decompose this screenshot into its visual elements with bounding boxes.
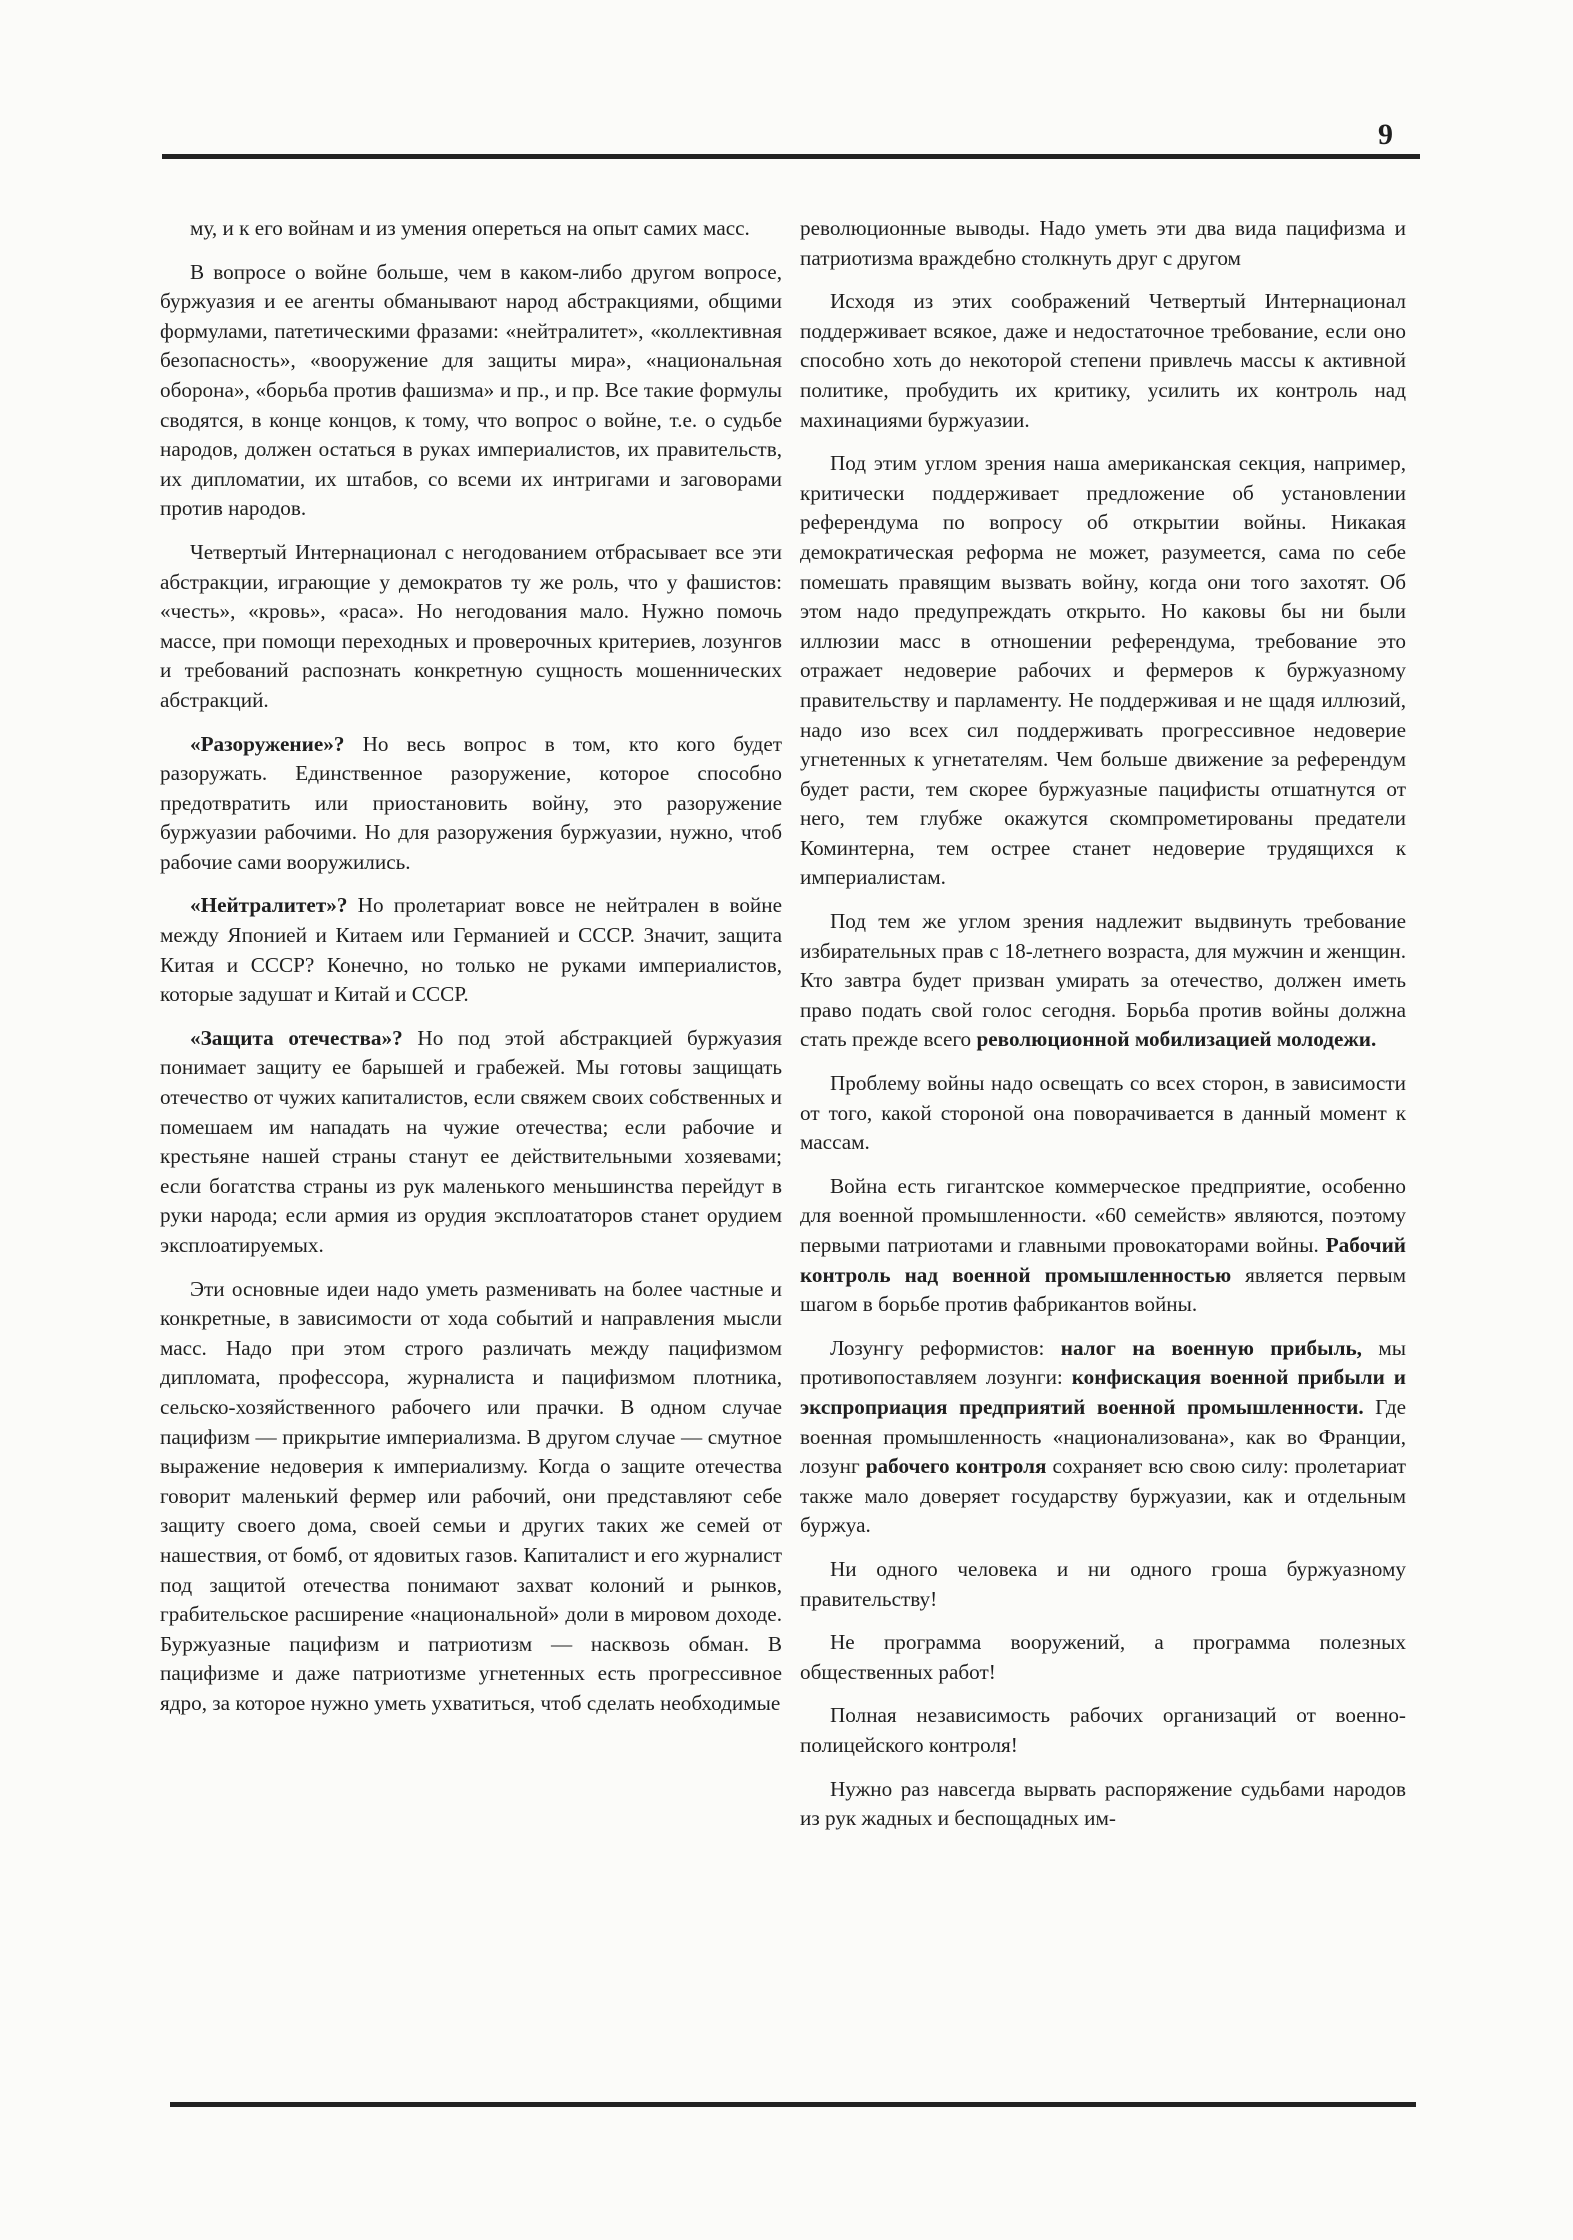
text-run: В вопросе о войне больше, чем в каком-либо другом вопросе, буржуазия и ее агенты обманывают народ абстракциями, общими формулами, патетическими фразами: «нейтралитет», «коллективная безопасность», «вооружение для защиты мира», «национальная оборона», «борьба против фашизма» и пр., и пр. Все такие формулы сводятся, в конце концов, к тому, что вопрос о войне, т.е. о судьбе народов, должен остаться в руках империалистов, их правительств, их дипломатии, их штабов, со всеми их интригами и заговорами против народов. <box>160 259 782 521</box>
bold-run: «Разоружение»? <box>190 731 345 756</box>
text-run: Полная независимость рабочих организаций от военно-полицейского контроля! <box>800 1703 1406 1757</box>
text-run: Лозунгу реформистов: <box>830 1335 1061 1360</box>
top-rule <box>162 154 1420 159</box>
text-run: Нужно раз навсегда вырвать распоряжение судьбами народов из рук жадных и беспощадных им- <box>800 1776 1406 1831</box>
paragraph <box>160 214 782 244</box>
bold-run: конфискация военной прибыли и экспроприация предприятий военной промышленности. <box>800 1365 1406 1419</box>
bold-run: «Нейтралитет»? <box>190 893 348 918</box>
paragraph <box>160 891 782 1009</box>
page-number: 9 <box>1378 118 1393 151</box>
paragraph <box>160 1275 782 1719</box>
text-run: Четвертый Интернационал с негодованием отбрасывает все эти абстракции, играющие у демократов ту же роль, что у фашистов: «честь», «кровь», «раса». Но негодования мало. Нужно помочь массе, при помощи переходных и проверочных критериев, лозунгов и требований распознать конкретную сущность мошеннических абстракций. <box>160 539 782 712</box>
paragraph <box>800 907 1406 1055</box>
left-column <box>160 214 782 1733</box>
text-run: Но весь вопрос в том, кто кого будет разоружать. Единственное разоружение, которое способно предотвратить или приостановить войну, это разоружение буржуазии рабочими. Но для разоружения буржуазии, нужно, чтоб рабочие сами вооружились. <box>160 731 782 874</box>
text-run: революционные выводы. Надо уметь эти два вида пацифизма и патриотизма враждебно столкнуть друг с другом <box>800 216 1406 270</box>
text-run: Под этим углом зрения наша американская секция, например, критически поддерживает предложение об установлении референдума по вопросу об открытии войны. Никакая демократическая реформа не может, разумеется, сама по себе помешать правящим вызвать войну, когда они того захотят. Об этом надо предупреждать открыто. Но каковы бы ни были иллюзии масс в отношении референдума, требование это отражает недоверие рабочих и фермеров к буржуазному правительству и парламенту. Не поддерживая и не щадя иллюзий, надо изо всех сил поддерживать прогрессивное недоверие угнетенных к угнетателям. Чем больше движение за референдум будет расти, тем скорее буржуазные пацифисты отшатнутся от него, тем глубже окажутся скомпрометированы предатели Коминтерна, тем острее станет недоверие трудящихся к империалистам. <box>800 451 1406 890</box>
paragraph <box>800 449 1406 893</box>
text-run: Под тем же углом зрения надлежит выдвинуть требование избирательных прав с 18-летнего возраста, для мужчин и женщин. Кто завтра будет призван умирать за отечество, должен иметь право подать свой голос сегодня. Борьба против войны должна стать прежде всего <box>800 909 1406 1052</box>
text-run: Ни одного человека и ни одного гроша буржуазному правительству! <box>800 1556 1406 1611</box>
text-run: является первым шагом в борьбе против фабрикантов войны. <box>800 1262 1406 1317</box>
text-run: Но под этой абстракцией буржуазия понимает защиту ее барышей и грабежей. Мы готовы защищать отечество от чужих капиталистов, если свяжем своих собственных и помешаем им нападать на чужие отечества; если рабочие и крестьяне нашей страны станут ее действительными хозяевами; если богатства страны из рук маленького меньшинства перейдут в руки народа; если армия из орудия эксплоататоров станет орудием эксплоатируемых. <box>160 1025 782 1257</box>
text-run: Проблему войны надо освещать со всех сторон, в зависимости от того, какой стороной она поворачивается в данный момент к массам. <box>800 1071 1406 1155</box>
bold-run: рабочего контроля <box>865 1454 1047 1479</box>
text-run: Где военная промышленность «национализована», как во Франции, лозунг <box>800 1394 1407 1479</box>
bold-run: Рабочий контроль над военной промышленностью <box>800 1233 1406 1287</box>
paragraph <box>800 214 1406 273</box>
text-run: му, и к его войнам и из умения опереться на опыт самих масс. <box>190 216 750 240</box>
text-run: Война есть гигантское коммерческое предприятие, особенно для военной промышленности. «60 семейств» являются, поэтому первыми патриотами и главными провокаторами войны. <box>800 1173 1406 1257</box>
paragraph <box>800 1069 1406 1158</box>
paragraph <box>800 287 1406 435</box>
bold-run: «Защита отечества»? <box>190 1025 403 1050</box>
paragraph <box>160 730 782 878</box>
text-run: сохраняет всю свою силу: пролетариат также мало доверяет государству буржуазии, как и отдельным буржуа. <box>800 1454 1406 1538</box>
right-column <box>800 214 1406 1848</box>
paragraph <box>800 1775 1406 1834</box>
text-run: Но пролетариат вовсе не нейтрален в войне между Японией и Китаем или Германией и СССР. Значит, защита Китая и СССР? Конечно, но только не руками империалистов, которые задушат и Китай и СССР. <box>160 893 782 1007</box>
text-run: Исходя из этих соображений Четвертый Интернационал поддерживает всякое, даже и недостаточное требование, если оно способно хоть до некоторой степени привлечь массы к активной политике, пробудить их критику, усилить их контроль над махинациями буржуазии. <box>800 289 1406 432</box>
text-run: Не программа вооружений, а программа полезных общественных работ! <box>800 1630 1406 1684</box>
paragraph <box>800 1555 1406 1614</box>
paragraph <box>160 258 782 524</box>
paragraph <box>800 1334 1406 1541</box>
paragraph <box>800 1628 1406 1687</box>
paragraph <box>800 1172 1406 1320</box>
paragraph <box>800 1701 1406 1760</box>
paragraph <box>160 538 782 716</box>
bold-run: революционной мобилизацией молодежи. <box>976 1027 1377 1052</box>
text-run: мы противопоставляем лозунги: <box>800 1335 1406 1390</box>
paragraph <box>160 1024 782 1261</box>
text-run: Эти основные идеи надо уметь разменивать на более частные и конкретные, в зависимости от хода событий и направления мысли масс. Надо при этом строго различать между пацифизмом дипломата, профессора, журналиста и пацифизмом плотника, сельско-хозяйственного рабочего или прачки. В одном случае пацифизм — прикрытие империализма. В другом случае — смутное выражение недоверия к империализму. Когда о защите отечества говорит маленький фермер или рабочий, они представляют себе защиту своего дома, своей семьи и других таких же семей от нашествия, от бомб, от ядовитых газов. Капиталист и его журналист под защитой отечества понимают захват колоний и рынков, грабительское расширение «национальной» доли в мировом доходе. Буржуазные пацифизм и патриотизм — насквозь обман. В пацифизме и даже патриотизме угнетенных есть прогрессивное ядро, за которое нужно уметь ухватиться, чтоб сделать необходимые <box>160 1276 782 1715</box>
bold-run: налог на военную прибыль, <box>1060 1335 1362 1360</box>
bottom-rule <box>170 2102 1416 2107</box>
